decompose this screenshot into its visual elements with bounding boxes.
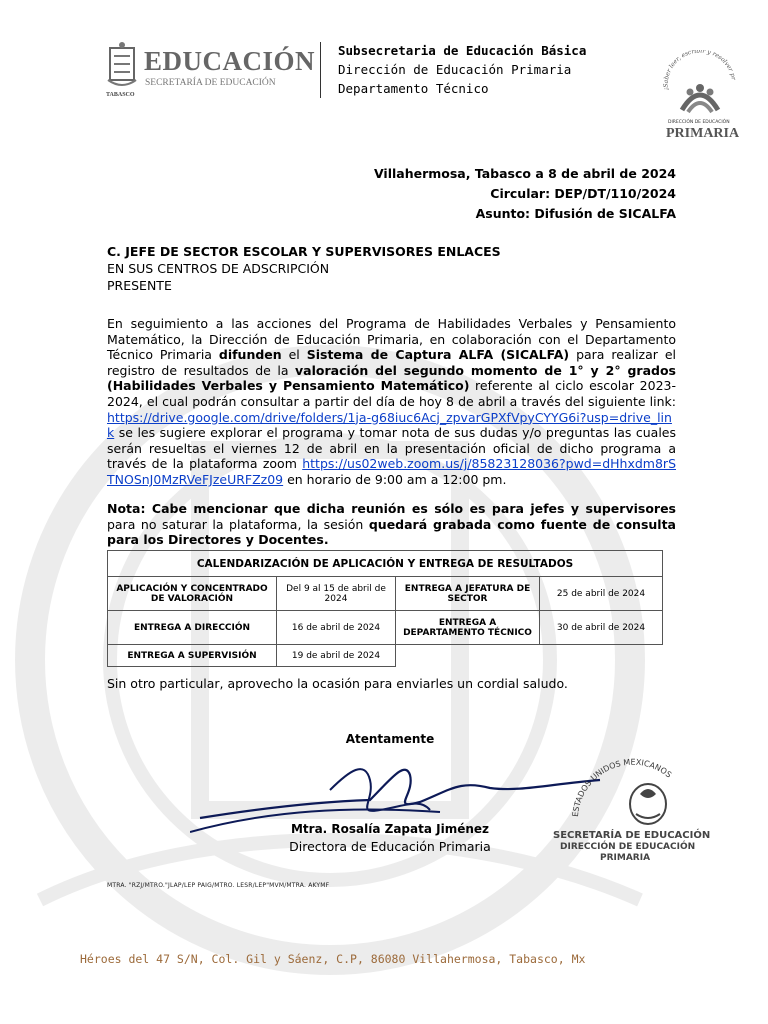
addressee-line-3: PRESENTE <box>107 278 172 293</box>
header-line-2: Dirección de Educación Primaria <box>338 62 572 77</box>
mexico-seal-icon <box>548 742 698 832</box>
logo-state: TABASCO <box>106 92 135 98</box>
logo-primaria: PRIMARIA <box>666 126 740 141</box>
official-seal <box>548 742 711 872</box>
table-cell <box>540 645 663 667</box>
table-cell: Del 9 al 15 de abril de 2024 <box>277 577 396 611</box>
logo-motto: ¡Saber leer, escribir y resolver pr <box>662 50 737 91</box>
table-cell: 16 de abril de 2024 <box>277 611 396 645</box>
footer-address: Héroes del 47 S/N, Col. Gil y Sáenz, C.P, 86080 Villahermosa, Tabasco, Mx <box>80 952 586 966</box>
table-cell: 19 de abril de 2024 <box>277 645 396 667</box>
table-cell: ENTREGA A DIRECCIÓN <box>108 611 277 645</box>
table-cell: ENTREGA A JEFATURA DE SECTOR <box>396 577 540 611</box>
table-cell <box>396 645 540 667</box>
circular-number: Circular: DEP/DT/110/2024 <box>490 186 676 201</box>
table-row <box>108 577 663 611</box>
closing-text: Sin otro particular, aprovecho la ocasión para enviarles un cordial saludo. <box>107 676 568 691</box>
table-row <box>108 611 663 645</box>
seal-line-1: SECRETARÍA DE EDUCACIÓN <box>553 830 711 841</box>
education-logo <box>104 40 314 100</box>
logo-title: EDUCACIÓN <box>144 46 316 76</box>
seal-line-2: DIRECCIÓN DE EDUCACIÓN <box>560 842 696 852</box>
tabasco-crest-icon <box>104 40 140 98</box>
addressee-line-2: EN SUS CENTROS DE ADSCRIPCIÓN <box>107 261 330 276</box>
table-cell: 30 de abril de 2024 <box>540 611 663 645</box>
drive-link[interactable]: https://drive.google.com/drive/folders/1ja-g68iuc6Acj_zpvarGPXfVpyCYYG6i?usp=drive_link <box>107 409 672 441</box>
table-title: CALENDARIZACIÓN DE APLICACIÓN Y ENTREGA DE RESULTADOS <box>108 551 663 577</box>
zoom-link[interactable]: https://us02web.zoom.us/j/85823128036?pwd=dHhxdm8rSTNOSnJ0MzRVeFJzeURFZz09 <box>107 456 676 487</box>
table-cell: APLICACIÓN Y CONCENTRADO DE VALORACIÓN <box>108 577 277 611</box>
logo-caption: DIRECCIÓN DE EDUCACIÓN <box>668 120 730 125</box>
primaria-emblem-icon <box>660 50 740 120</box>
table-cell: 25 de abril de 2024 <box>540 577 663 611</box>
table-row <box>108 645 663 667</box>
calendar-table <box>107 550 663 667</box>
header-line-1: Subsecretaria de Educación Básica <box>338 43 587 58</box>
seal-ring-text: ESTADOS UNIDOS MEXICANOS <box>570 757 674 818</box>
subject: Asunto: Difusión de SICALFA <box>475 206 676 221</box>
note-paragraph: Nota: Cabe mencionar que dicha reunión es sólo es para jefes y supervisores para no saturar la plataforma, la sesión quedará grabada como fuente de consulta para los Directores y Docentes. <box>107 501 676 548</box>
signer-name: Mtra. Rosalía Zapata Jiménez <box>290 822 490 836</box>
body-paragraph: En seguimiento a las acciones del Programa de Habilidades Verbales y Pensamiento Matemático, la Dirección de Educación Primaria, en colaboración con el Departamento Técnico Primaria difunden el Sistema de Captura ALFA (SICALFA) para realizar el registro de resultados de la valoración del segundo momento de 1° y 2° grados (Habilidades Verbales y Pensamiento Matemático) referente al ciclo escolar 2023-2024, el cual podrán consultar a partir del día de hoy 8 de abril a través del siguiente link: https://drive.google.com/drive/folders/1ja-g68iuc6Acj_zpvarGPXfVpyCYYG6i?usp=drive_link se les sugiere explorar el programa y tomar nota de sus dudas y/o preguntas las cuales serán resueltas el viernes 12 de abril en la presentación oficial de dicho programa a través de la plataforma zoom https://us02web.zoom.us/j/85823128036?pwd=dHhxdm8rSTNOSnJ0MzRVeFJzeURFZz09 en horario de 9:00 am a 12:00 pm. <box>107 316 677 487</box>
signer-title: Directora de Educación Primaria <box>289 839 491 854</box>
initials: MTRA. "RZJ/MTRO."JLAP/LEP PAIG/MTRO. LESR/LEP"MVM/MTRA. AKYMF <box>107 882 330 889</box>
header-line-3: Departamento Técnico <box>338 81 489 96</box>
seal-line-3: PRIMARIA <box>600 853 651 863</box>
place-date: Villahermosa, Tabasco a 8 de abril de 2024 <box>373 166 676 181</box>
addressee-line-1: C. JEFE DE SECTOR ESCOLAR Y SUPERVISORES ENLACES <box>107 244 501 259</box>
table-title-row <box>108 551 663 577</box>
logo-subtitle: SECRETARÍA DE EDUCACIÓN <box>145 78 276 88</box>
table-cell: ENTREGA A SUPERVISIÓN <box>108 645 277 667</box>
primaria-logo <box>660 50 740 142</box>
table-cell: ENTREGA A DEPARTAMENTO TÉCNICO <box>396 611 540 645</box>
salutation: Atentamente <box>345 732 435 746</box>
header-divider <box>320 42 321 98</box>
